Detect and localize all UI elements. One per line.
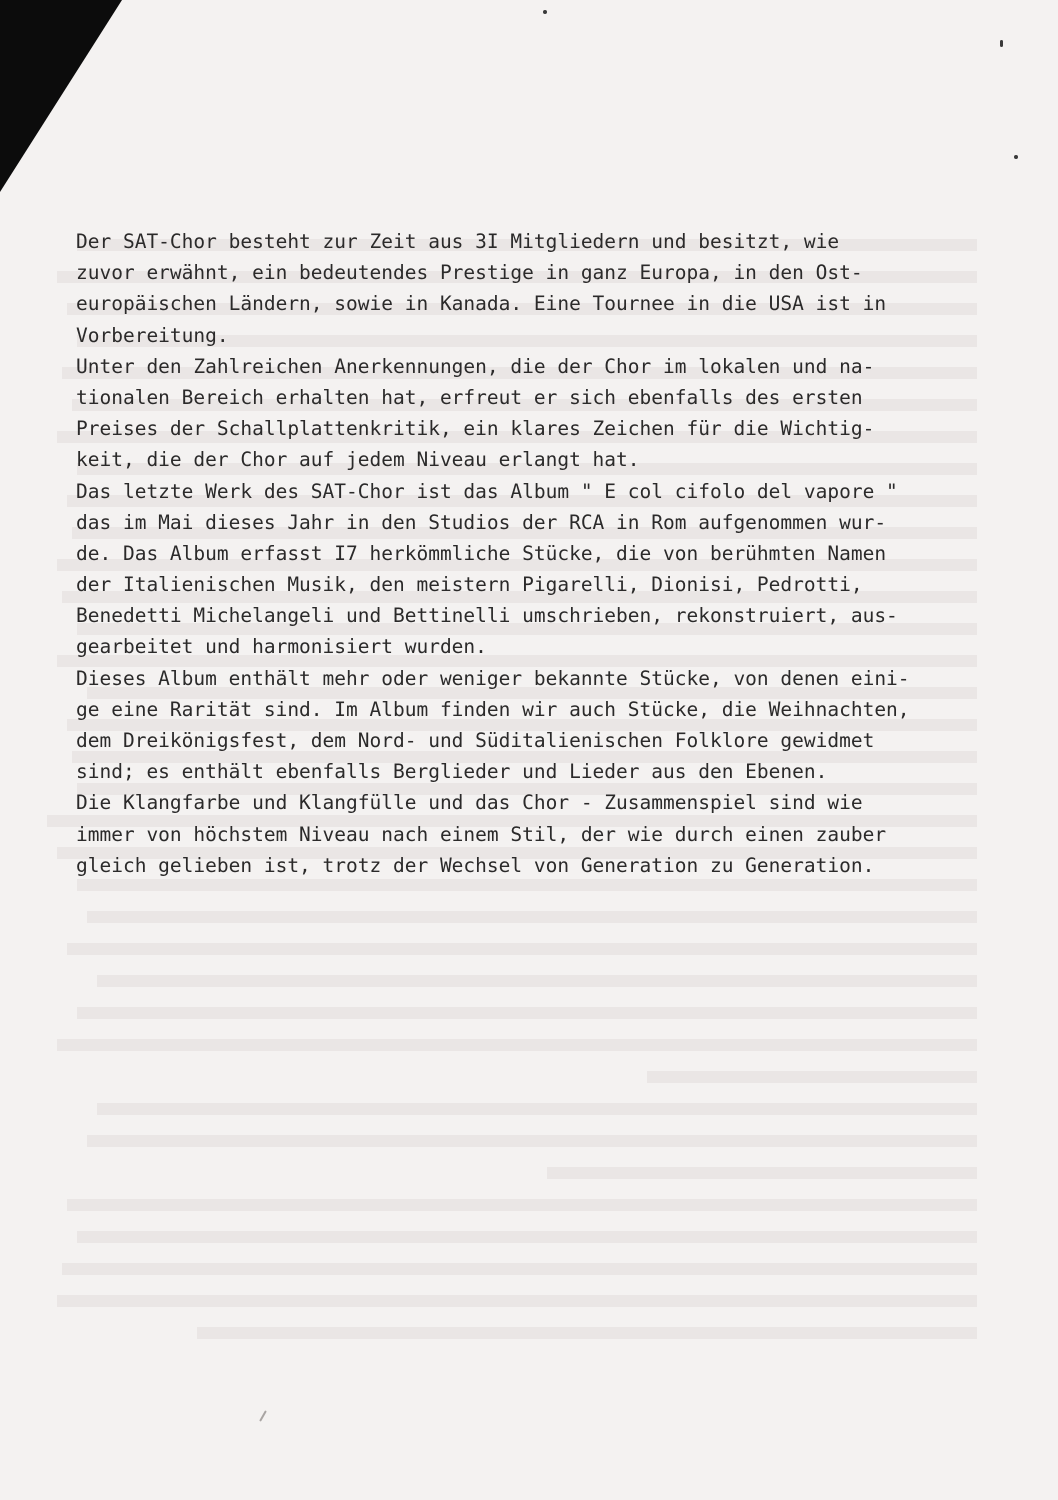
typed-text-body	[76, 226, 996, 881]
text-line: immer von höchstem Niveau nach einem Stil, der wie durch einen zauber	[76, 822, 887, 846]
text-line: ge eine Rarität sind. Im Album finden wir auch Stücke, die Weihnachten,	[76, 697, 910, 721]
text-line: das im Mai dieses Jahr in den Studios der RCA in Rom aufgenommen wur-	[76, 510, 887, 534]
text-line: der Italienischen Musik, den meistern Pigarelli, Dionisi, Pedrotti,	[76, 573, 863, 597]
text-line: sind; es enthält ebenfalls Berglieder und Lieder aus den Ebenen.	[76, 760, 828, 784]
ink-speck	[543, 10, 547, 14]
folded-corner-shadow	[0, 0, 122, 192]
text-line: Dieses Album enthält mehr oder weniger bekannte Stücke, von denen eini-	[76, 666, 910, 690]
text-line: gleich gelieben ist, trotz der Wechsel von Generation zu Generation.	[76, 853, 875, 877]
ink-speck	[1014, 155, 1018, 159]
text-line: Das letzte Werk des SAT-Chor ist das Album " E col cifolo del vapore "	[76, 479, 898, 503]
text-line: Unter den Zahlreichen Anerkennungen, die der Chor im lokalen und na-	[76, 354, 875, 378]
text-line: tionalen Bereich erhalten hat, erfreut er sich ebenfalls des ersten	[76, 385, 863, 409]
text-line: Preises der Schallplattenkritik, ein klares Zeichen für die Wichtig-	[76, 417, 875, 441]
text-line: de. Das Album erfasst I7 herkömmliche Stücke, die von berühmten Namen	[76, 541, 887, 565]
text-line: Benedetti Michelangeli und Bettinelli umschrieben, rekonstruiert, aus-	[76, 604, 898, 628]
text-line: gearbeitet und harmonisiert wurden.	[76, 635, 487, 659]
text-line: dem Dreikönigsfest, dem Nord- und Süditalienischen Folklore gewidmet	[76, 729, 875, 752]
text-line: Die Klangfarbe und Klangfülle und das Chor - Zusammenspiel sind wie	[76, 791, 863, 815]
text-line: Vorbereitung.	[76, 323, 229, 347]
text-line: keit, die der Chor auf jedem Niveau erlangt hat.	[76, 448, 640, 472]
ink-speck	[1000, 40, 1003, 47]
text-line: europäischen Ländern, sowie in Kanada. Eine Tournee in die USA ist in	[76, 292, 887, 316]
text-line: Der SAT-Chor besteht zur Zeit aus 3I Mitgliedern und besitzt, wie	[76, 230, 840, 253]
text-line: zuvor erwähnt, ein bedeutendes Prestige in ganz Europa, in den Ost-	[76, 261, 863, 285]
